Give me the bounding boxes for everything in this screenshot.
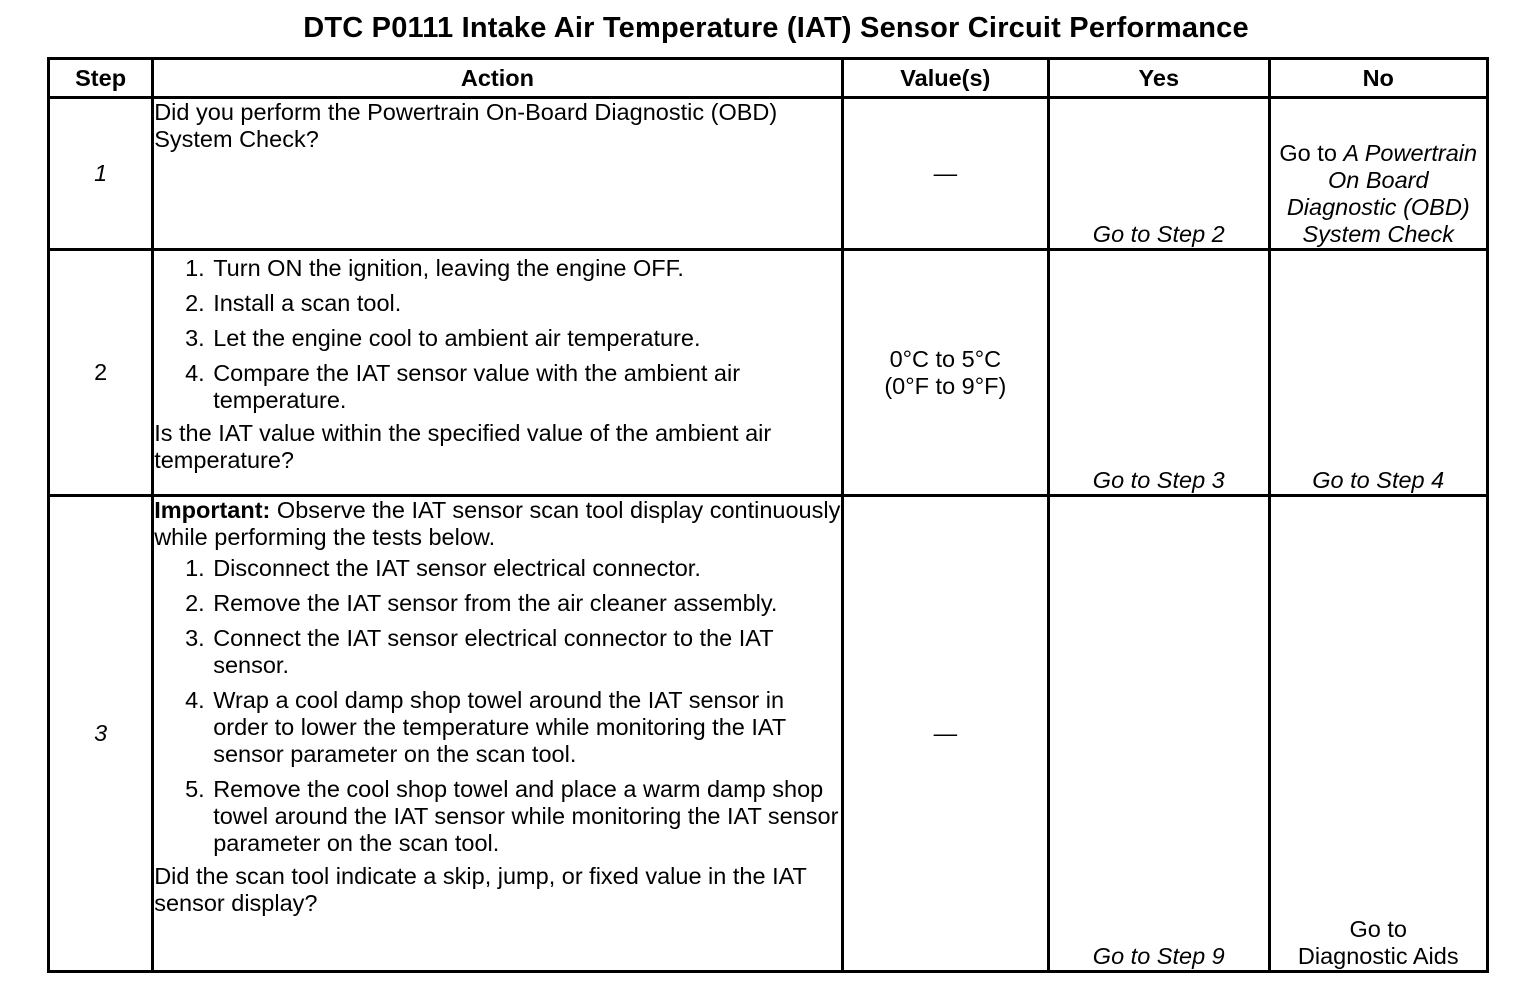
- step-number: 2: [49, 250, 153, 496]
- no-link[interactable]: A Powertrain On Board Diagnostic (OBD) System Check: [1286, 140, 1478, 247]
- no-link[interactable]: Go to Step 4: [1312, 467, 1445, 493]
- no-cell: [1269, 250, 1488, 496]
- yes-link[interactable]: Go to Step 9: [1092, 943, 1225, 969]
- value-dash: —: [933, 720, 958, 746]
- value-dash: —: [933, 160, 958, 186]
- table-header-row: [49, 59, 1488, 98]
- yes-link[interactable]: Go to Step 3: [1092, 467, 1225, 493]
- no-cell: [1269, 496, 1488, 972]
- header-action: Action: [153, 59, 842, 98]
- procedure-list: [154, 555, 840, 857]
- action-cell: [153, 250, 842, 496]
- yes-cell: [1049, 98, 1269, 250]
- yes-cell: [1049, 250, 1269, 496]
- diagnostic-table: [47, 57, 1489, 973]
- procedure-step: 3. Connect the IAT sensor electrical connector to the IAT sensor.: [211, 625, 840, 679]
- table-row-step-2: [49, 250, 1488, 496]
- header-no: No: [1269, 59, 1488, 98]
- table-row-step-1: [49, 98, 1488, 250]
- procedure-step: 5. Remove the cool shop towel and place a warm damp shop towel around the IAT sensor while monitoring the IAT sensor parameter on the scan tool.: [211, 776, 840, 857]
- value-celsius: 0°C to 5°C: [889, 345, 1002, 372]
- important-note: [154, 497, 840, 551]
- procedure-step: 2. Remove the IAT sensor from the air cleaner assembly.: [211, 590, 840, 617]
- important-label: Important:: [154, 497, 271, 523]
- no-link[interactable]: Diagnostic Aids: [1297, 943, 1459, 969]
- value-cell: [842, 496, 1048, 972]
- step-number: 1: [49, 98, 153, 250]
- document-title: DTC P0111 Intake Air Temperature (IAT) Sensor Circuit Performance: [303, 12, 1249, 44]
- action-cell: [153, 496, 842, 972]
- no-cell: [1269, 98, 1488, 250]
- procedure-step: 3. Let the engine cool to ambient air temperature.: [211, 325, 840, 352]
- procedure-step: 4. Compare the IAT sensor value with the ambient air temperature.: [211, 360, 840, 414]
- table-row-step-3: [49, 496, 1488, 972]
- header-step: Step: [49, 59, 153, 98]
- procedure-step: 4. Wrap a cool damp shop towel around the IAT sensor in order to lower the temperature while monitoring the IAT sensor parameter on the scan tool.: [211, 687, 840, 768]
- procedure-step: 2. Install a scan tool.: [211, 290, 840, 317]
- action-question: Did you perform the Powertrain On-Board Diagnostic (OBD) System Check?: [154, 99, 778, 152]
- header-yes: Yes: [1049, 59, 1269, 98]
- procedure-list: [154, 255, 840, 414]
- procedure-step: 1. Turn ON the ignition, leaving the engine OFF.: [211, 255, 840, 282]
- yes-cell: [1049, 496, 1269, 972]
- procedure-step: 1. Disconnect the IAT sensor electrical connector.: [211, 555, 840, 582]
- no-prefix: Go to: [1349, 916, 1407, 942]
- action-cell: [153, 98, 842, 250]
- action-question: Did the scan tool indicate a skip, jump, or fixed value in the IAT sensor display?: [154, 863, 807, 916]
- step-number: 3: [49, 496, 153, 972]
- important-text: Observe the IAT sensor scan tool display continuously while performing the tests below.: [154, 497, 841, 550]
- no-prefix: Go to: [1279, 140, 1344, 166]
- value-cell: [842, 98, 1048, 250]
- action-question: Is the IAT value within the specified value of the ambient air temperature?: [154, 420, 772, 473]
- value-cell: [842, 250, 1048, 496]
- header-values: Value(s): [842, 59, 1048, 98]
- yes-link[interactable]: Go to Step 2: [1092, 221, 1225, 247]
- value-fahrenheit: (0°F to 9°F): [884, 372, 1007, 399]
